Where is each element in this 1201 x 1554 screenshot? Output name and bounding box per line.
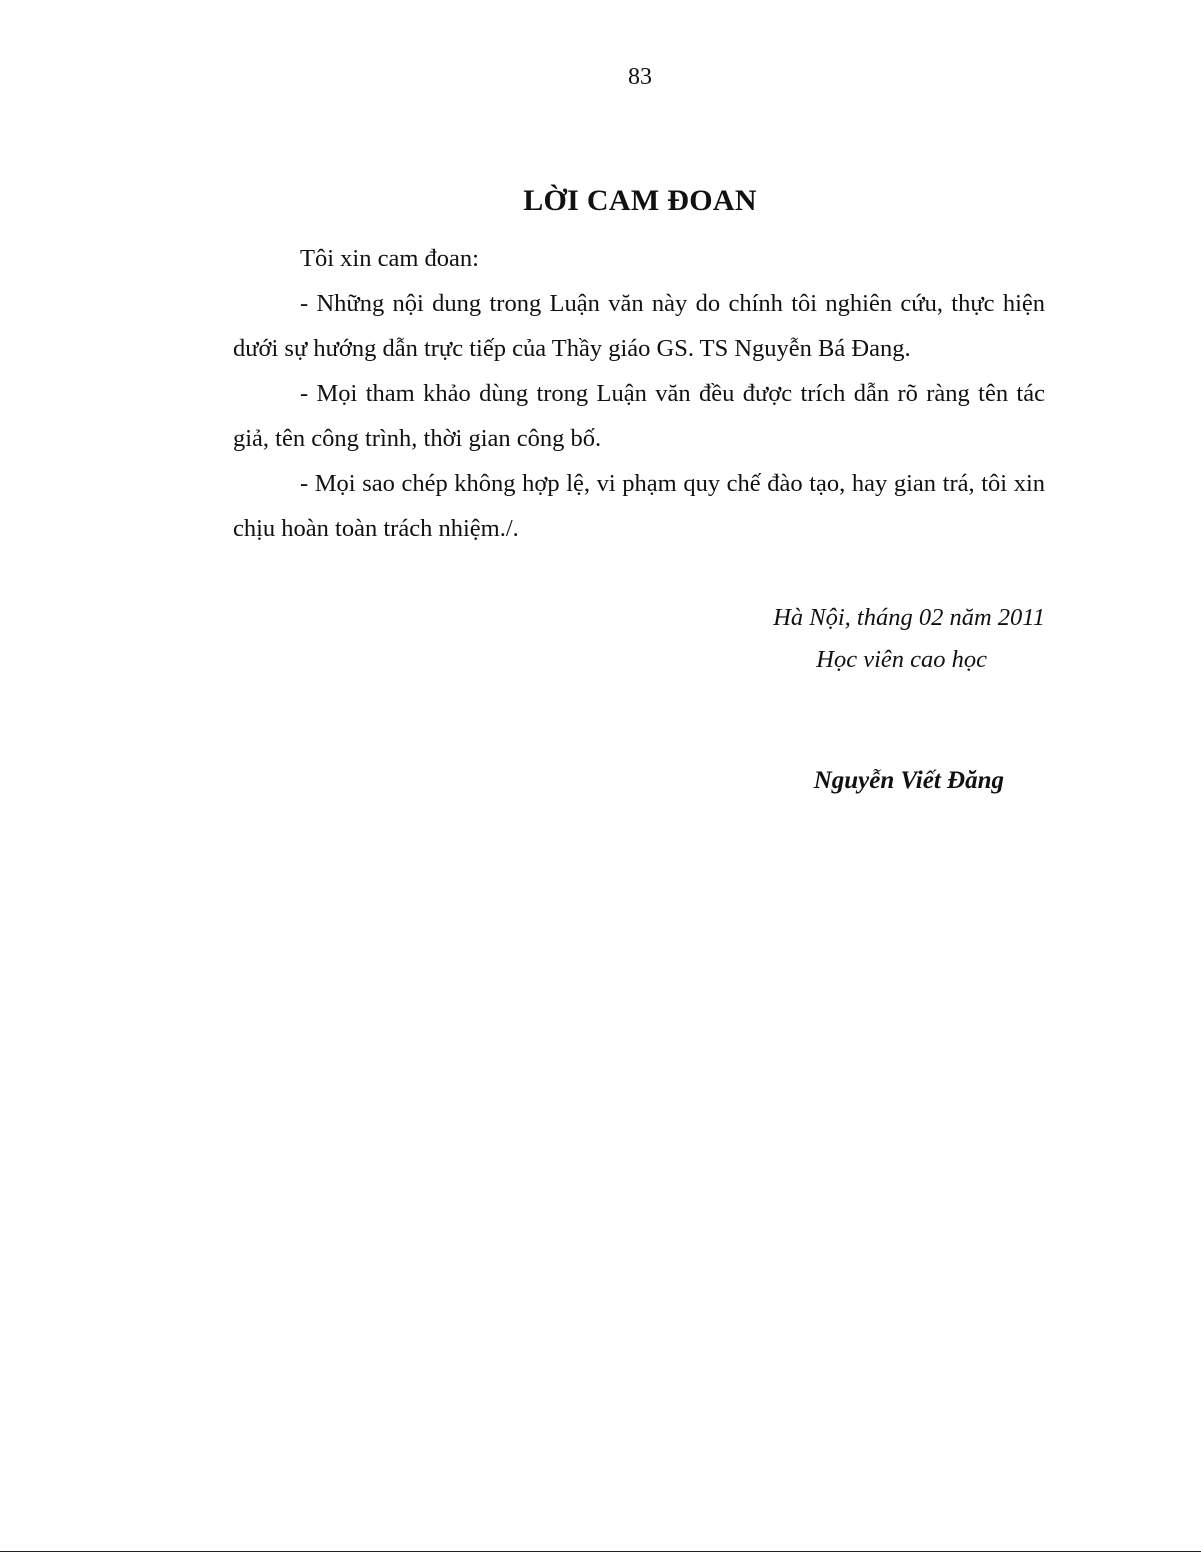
signature-name: Nguyễn Viết Đăng [813, 767, 1004, 794]
declaration-item: - Mọi tham khảo dùng trong Luận văn đều được trích dẫn rõ ràng tên tác giả, tên công trình, thời gian công bố. [233, 380, 1045, 452]
declaration-item: - Mọi sao chép không hợp lệ, vi phạm quy chế đào tạo, hay gian trá, tôi xin chịu hoàn toàn trách nhiệm./. [233, 470, 1045, 542]
page-bottom-divider [0, 1551, 1201, 1552]
declaration-body [233, 236, 1045, 551]
declaration-item: - Những nội dung trong Luận văn này do chính tôi nghiên cứu, thực hiện dưới sự hướng dẫn trực tiếp của Thầy giáo GS. TS Nguyễn Bá Đang. [233, 290, 1045, 362]
signature-place-date: Hà Nội, tháng 02 năm 2011 [773, 604, 1045, 631]
signature-role: Học viên cao học [816, 646, 987, 673]
page-title: LỜI CAM ĐOAN [523, 184, 757, 217]
page-number: 83 [628, 64, 652, 90]
declaration-intro: Tôi xin cam đoan: [300, 245, 479, 272]
